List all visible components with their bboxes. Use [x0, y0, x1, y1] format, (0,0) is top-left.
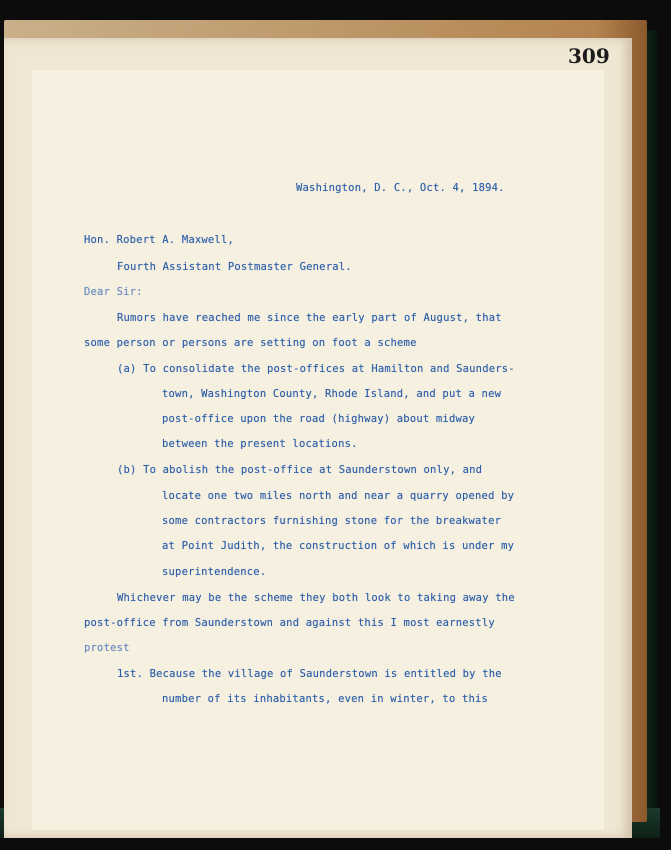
body-line: Whichever may be the scheme they both look to taking away the [117, 592, 515, 604]
body-line: 1st. Because the village of Saunderstown is entitled by the [117, 668, 502, 680]
salutation: Dear Sir: [84, 286, 143, 298]
body-line: some contractors furnishing stone for the breakwater [162, 515, 502, 527]
page-number: 309 [568, 44, 610, 68]
body-line: superintendence. [162, 566, 267, 578]
body-line: locate one two miles north and near a quarry opened by [162, 490, 515, 502]
body-line: (b) To abolish the post-office at Saunderstown only, and [117, 464, 483, 476]
body-line: post-office upon the road (highway) about midway [162, 413, 476, 425]
body-line: number of its inhabitants, even in winter, to this [162, 693, 489, 705]
body-line: some person or persons are setting on foot a scheme [84, 337, 417, 349]
body-line: post-office from Saunderstown and against this I most earnestly [84, 617, 495, 629]
addressee-name: Hon. Robert A. Maxwell, [84, 234, 234, 246]
body-line: Rumors have reached me since the early part of August, that [117, 312, 502, 324]
body-line: protest [84, 642, 130, 654]
body-line: town, Washington County, Rhode Island, and put a new [162, 388, 502, 400]
dateline: Washington, D. C., Oct. 4, 1894. [296, 182, 505, 194]
body-line: at Point Judith, the construction of which is under my [162, 540, 515, 552]
body-line: (a) To consolidate the post-offices at Hamilton and Saunders- [117, 363, 515, 375]
body-line: between the present locations. [162, 438, 358, 450]
addressee-title: Fourth Assistant Postmaster General. [117, 261, 352, 273]
